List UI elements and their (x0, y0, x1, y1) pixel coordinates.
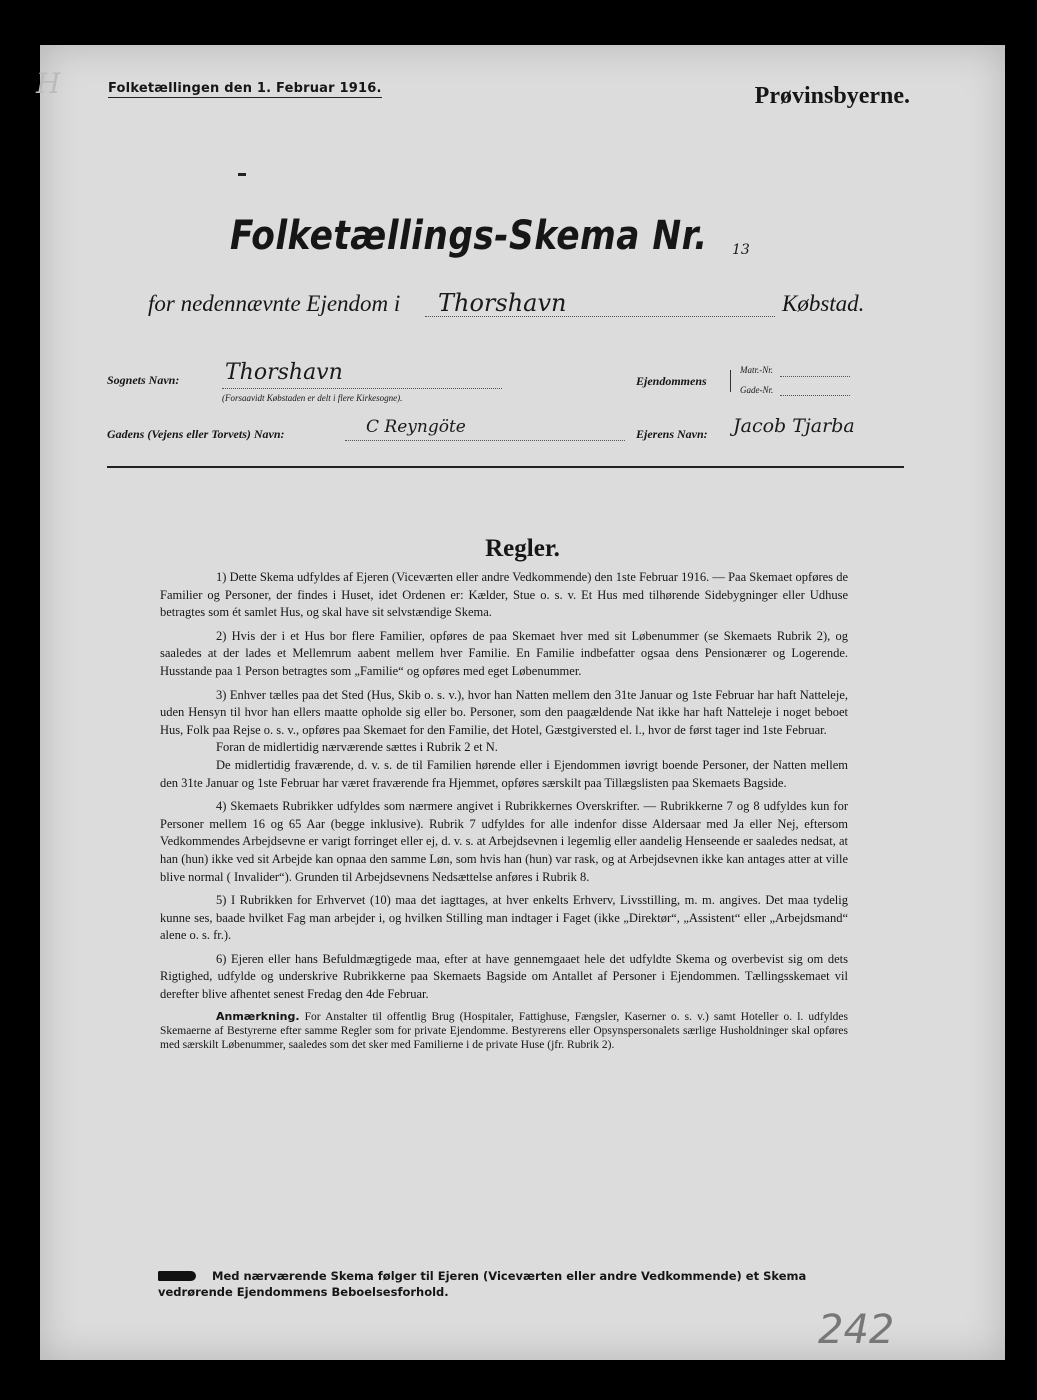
parish-note: (Forsaavidt Købstaden er delt i flere Kirkesogne). (222, 393, 403, 403)
street-handwritten: C Reyngöte (366, 417, 466, 437)
remark-label: Anmærkning. (216, 1009, 300, 1023)
matr-label: Matr.-Nr. (740, 365, 774, 375)
census-form-page (36, 45, 1005, 1360)
subtitle-suffix: Købstad. (782, 291, 865, 316)
subtitle-prefix: for nedennævnte Ejendom i (148, 291, 401, 316)
province-header: Prøvinsbyerne. (754, 83, 910, 109)
owner-handwritten: Jacob Tjarba (733, 415, 855, 437)
street-fill-line (345, 440, 625, 441)
rule-2: 2) Hvis der i et Hus bor flere Familier, opføres de paa Skemaet hver med sit Løbenummer (se Skemaets Rubrik 2), og saaledes at der lades et Mellemrum aabent mellem hver Familie. En Familie indbefatter ogsaa dens Pensionærer og Logerende. Husstande paa 1 Person betragtes som „Familie“ og opføres med eget Løbenummer. (160, 628, 848, 678)
rule-6: 6) Ejeren eller hans Befuldmægtigede maa, efter at have gennemgaaet hele det udfyldte Skema og overbevist sig om dets Rigtighed, udfylde og underskrive Rubrikkerne paa Skemaets Bagside om Antallet af Personer i Ejendommen. Tællingsskemaet vil derefter blive afhentet senest Fredag den 4de Februar. (160, 951, 848, 1002)
parish-label: Sognets Navn: (107, 373, 180, 387)
form-number-handwritten: 13 (732, 242, 750, 258)
town-fill-line (425, 316, 775, 317)
remark (160, 1010, 848, 1052)
page-number-handwritten: 242 (818, 1307, 895, 1353)
property-bracket (730, 370, 731, 392)
rule-3-note: Foran de midlertidig nærværende sættes i Rubrik 2 et N. (216, 740, 498, 755)
gade-fill-line (780, 395, 850, 396)
faded-stamp: H (36, 67, 61, 100)
rules-heading: Regler. (485, 535, 560, 562)
dash-mark (238, 173, 246, 176)
section-divider (107, 466, 904, 468)
rule-1: 1) Dette Skema udfyldes af Ejeren (Viceværten eller andre Vedkommende) den 1ste Februar 1916. — Paa Skemaet opføres de Familier og Personer, der findes i Huset, idet Ordenen er: Kælder, Stue o. s. v. Et Hus med tilhørende Sidebygninger eller Udhuse betragtes som ét samlet Hus, og skal have sit selvstændige Skema. (160, 570, 848, 620)
footer-text: Med nærværende Skema følger til Ejeren (Viceværten eller andre Vedkommende) et Skema vedrørende Ejendommens Beboelsesforhold. (158, 1269, 807, 1299)
street-label: Gadens (Vejens eller Torvets) Navn: (107, 427, 285, 441)
pointing-hand-icon (158, 1271, 196, 1281)
owner-label: Ejerens Navn: (636, 427, 708, 441)
remark-text: For Anstalter til offentlig Brug (Hospitaler, Fattighuse, Fængsler, Kaserner o. s. v.) samt Hoteller o. l. udfyldes Skemaerne af Bestyrerne efter samme Regler som for private Ejendomme. Bestyrerens eller Opsynspersonalets særlige Husholdninger skal opføres med særskilt Løbenummer, saaledes som det sker med Familierne i de private Huse (jfr. Rubrik 2). (160, 1010, 848, 1051)
matr-fill-line (780, 376, 850, 377)
census-date-header: Folketællingen den 1. Februar 1916. (108, 81, 382, 96)
rule-4: 4) Skemaets Rubrikker udfyldes som nærmere angivet i Rubrikkernes Overskrifter. — Rubrikkerne 7 og 8 udfyldes kun for Personer mellem 16 og 65 Aar (begge inklusive). Rubrik 7 udfyldes for alle indenfor disse Aldersaar med Ja eller Nej, eftersom Vedkommendes Arbejdsevne er varigt forringet eller ej, d. v. s. at Arbejdsevnen i legemlig eller aandelig Henseende er saaledes nedsat, at han (hun) ikke ved sit Arbejde kan opnaa den samme Løn, som hvis han (hun) var rask, og at Arbejdsevnen ikke kan antages atter at ville blive normal ( Invalider“). Grunden til Arbejdsevnens Nedsættelse anføres i Rubrik 8. (160, 799, 848, 884)
town-handwritten: Thorshavn (438, 289, 567, 317)
gade-label: Gade-Nr. (740, 385, 774, 395)
rule-3: 3) Enhver tælles paa det Sted (Hus, Skib o. s. v.), hvor han Natten mellem den 31te Januar og 1ste Februar har haft Natteleje, uden Hensyn til hvor han ellers maatte opholde sig eller bo. Personer, som den paagældende Nat ikke har haft Natteleje i noget beboet Hus, Folk paa Rejse o. s. v., opføres paa Skemaet for den Familie, det Hotel, Gæstgiversted el. l., hvor de først tager ind 1ste Februar. (160, 687, 848, 737)
form-title: Folketællings-Skema Nr. (230, 213, 708, 259)
rule-5: 5) I Rubrikken for Erhvervet (10) maa det iagttages, at hver enkelts Erhverv, Livsstilling, m. m. angives. Det maa tydelig kunne ses, baade hvilket Fag man arbejder i, og hvilken Stilling man indtager i Faget (ikke „Direktør“, „Assistent“ eller „Arbejdsmand“ alene o. s. fr.). (160, 893, 848, 943)
parish-fill-line (222, 388, 502, 389)
parish-handwritten: Thorshavn (225, 360, 343, 385)
footer-note (158, 1268, 858, 1300)
property-label: Ejendommens (636, 374, 707, 388)
rule-3-absent: De midlertidig fraværende, d. v. s. de til Familien hørende eller i Ejendommen iøvrigt boende Personer, der Natten mellem den 31te Januar og 1ste Februar har været fraværende fra Hjemmet, opføres særskilt paa Tillægslisten paa Skemaets Bagside. (160, 757, 848, 790)
rules-body (160, 569, 848, 1058)
